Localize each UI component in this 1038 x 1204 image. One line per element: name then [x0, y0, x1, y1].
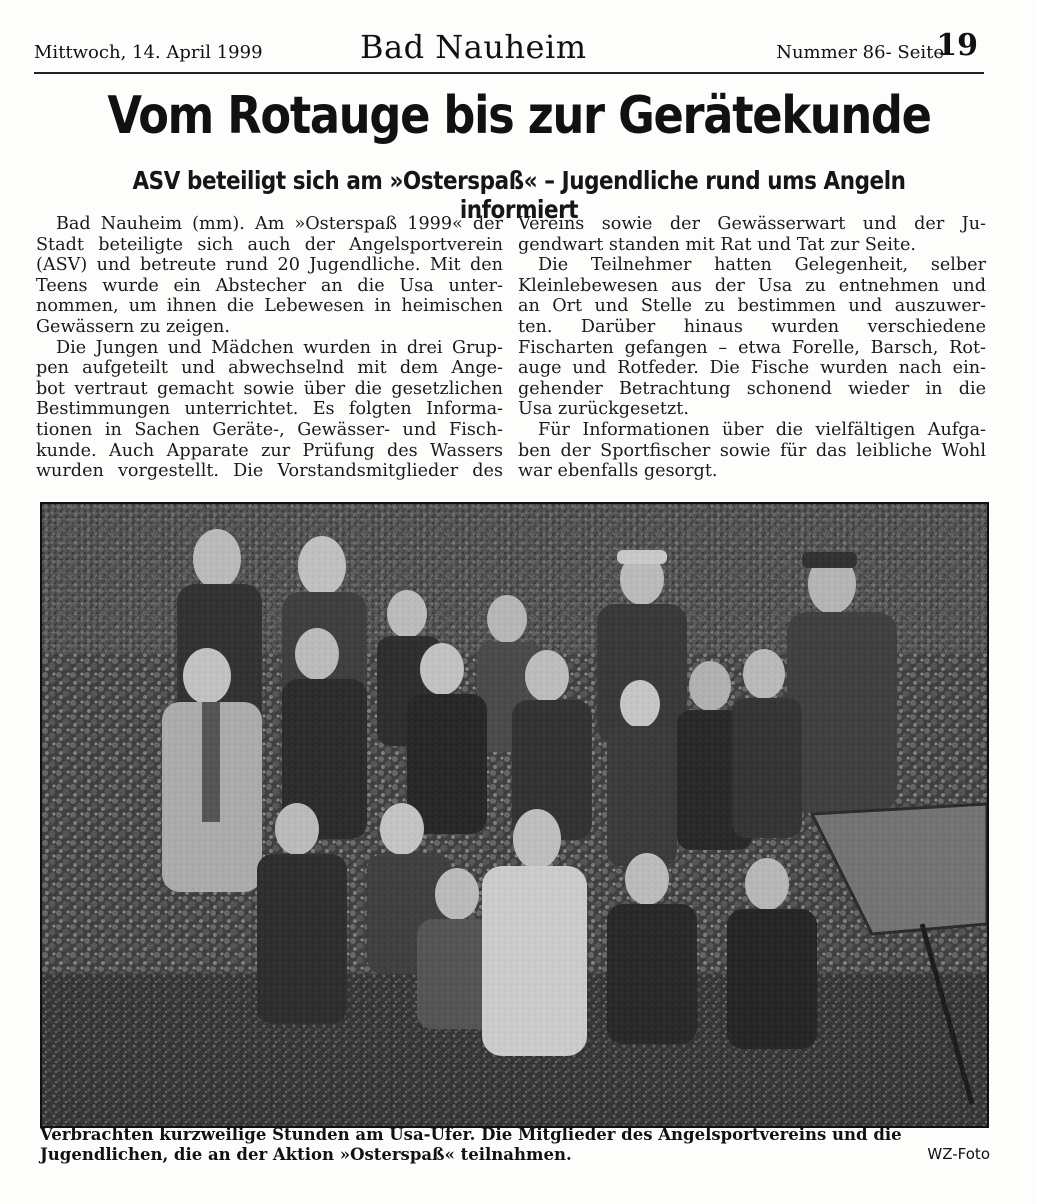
photo-credit: WZ-Foto [927, 1145, 990, 1163]
text-line: wurden vorgestellt. Die Vorstandsmitglieder des [36, 461, 503, 482]
article-headline: Vom Rotauge bis zur Gerätekunde [107, 86, 931, 146]
page-number: 19 [936, 28, 978, 63]
text-line: ten. Darüber hinaus wurden verschiedene [518, 316, 986, 337]
text-line: pen aufgeteilt und abwechselnd mit dem Ange- [36, 358, 503, 379]
text-line: bot vertraut gemacht sowie über die gesetzlichen [36, 378, 503, 399]
article-subheadline: ASV beteiligt sich am »Osterspaß« – Jugendliche rund ums Angeln informiert [132, 166, 906, 224]
group-photo-illustration [42, 504, 987, 1126]
text-line: Vereins sowie der Gewässerwart und der Ju- [518, 214, 986, 234]
text-line: gendwart standen mit Rat und Tat zur Seite. [518, 234, 916, 255]
text-line: tionen in Sachen Geräte-, Gewässer- und Fisch- [36, 419, 503, 440]
text-line: Gewässern zu zeigen. [36, 316, 230, 337]
text-line: ben der Sportfischer sowie für das leibliche Wohl [518, 440, 986, 461]
text-line: war ebenfalls gesorgt. [518, 461, 718, 482]
text-line: Usa zurückgesetzt. [518, 399, 689, 420]
photo-caption: Verbrachten kurzweilige Stunden am Usa-Ufer. Die Mitglieder des Angelsportvereins und die Jugendlichen, die an der Aktion »Osterspaß« teilnahmen. [40, 1125, 902, 1164]
text-line: Für Informationen über die vielfältigen Aufga- [538, 419, 986, 440]
text-line: (ASV) und betreute rund 20 Jugendliche. Mit den [36, 255, 503, 276]
text-line: Stadt beteiligte sich auch der Angelsportverein [36, 234, 503, 255]
text-line: Teens wurde ein Abstecher an die Usa unter- [36, 275, 503, 296]
text-line: gehender Betrachtung schonend wieder in die [518, 378, 986, 399]
text-line: Bad Nauheim (mm). Am »Osterspaß 1999« der [56, 214, 503, 234]
text-line: kunde. Auch Apparate zur Prüfung des Wassers [36, 440, 503, 461]
text-line: Kleinlebewesen aus der Usa zu entnehmen und [518, 275, 986, 296]
article-column-left [36, 214, 503, 482]
text-line: an Ort und Stelle zu bestimmen und auszuwer- [518, 296, 986, 317]
text-line: Die Teilnehmer hatten Gelegenheit, selber [538, 255, 986, 276]
article-column-right [518, 214, 986, 482]
group-photo [40, 502, 989, 1128]
issue-number: Nummer 86- Seite [776, 42, 944, 63]
newspaper-section-title: Bad Nauheim [360, 28, 587, 66]
text-line: Fischarten gefangen – etwa Forelle, Barsch, Rot- [518, 337, 986, 358]
issue-date: Mittwoch, 14. April 1999 [34, 42, 263, 63]
text-line: auge und Rotfeder. Die Fische wurden nach ein- [518, 358, 986, 379]
text-line: nommen, um ihnen die Lebewesen in heimischen [36, 296, 503, 317]
text-line: Die Jungen und Mädchen wurden in drei Grup- [56, 337, 503, 358]
masthead [34, 22, 984, 74]
text-line: Bestimmungen unterrichtet. Es folgten Informa- [36, 399, 503, 420]
